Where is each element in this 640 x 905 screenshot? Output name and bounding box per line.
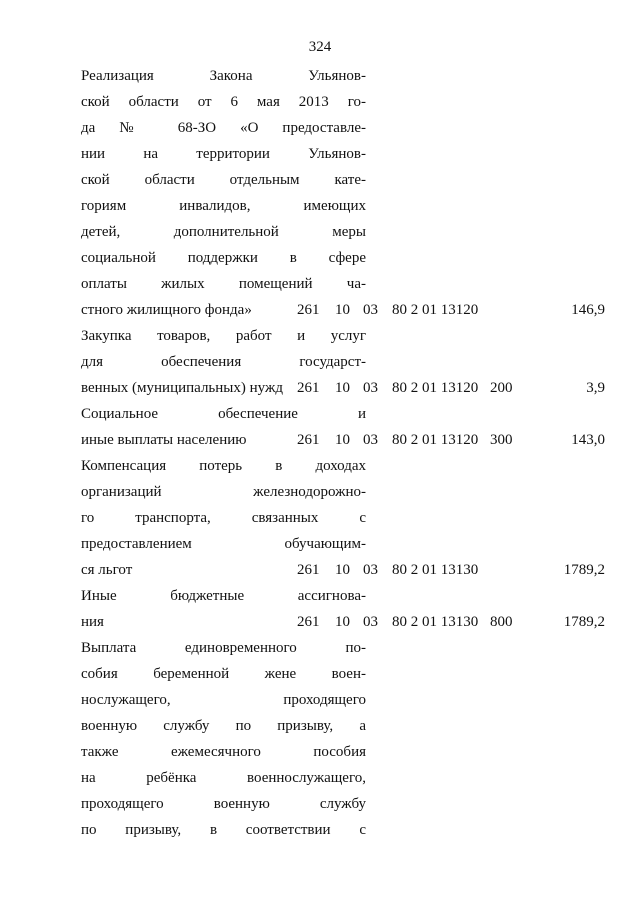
description-line: по призыву, в соответствии с xyxy=(81,822,366,838)
target-article-code: 80 2 01 13120 xyxy=(392,380,479,396)
subsection-code: 03 xyxy=(363,562,378,578)
description-line: детей, дополнительной меры xyxy=(81,224,366,240)
section-code: 10 xyxy=(335,380,350,396)
description-line: да № 68-ЗО «О предоставле- xyxy=(81,120,366,136)
description-line: ся льгот xyxy=(81,562,133,578)
ministry-code: 261 xyxy=(297,614,320,630)
amount: 3,9 xyxy=(586,380,605,396)
description-line: гориям инвалидов, имеющих xyxy=(81,198,366,214)
description-line: для обеспечения государст- xyxy=(81,354,366,370)
description-line: венных (муниципальных) нужд xyxy=(81,380,283,396)
description-line: ской области от 6 мая 2013 го- xyxy=(81,94,366,110)
description-line: военную службу по призыву, а xyxy=(81,718,366,734)
description-line: социальной поддержки в сфере xyxy=(81,250,366,266)
target-article-code: 80 2 01 13130 xyxy=(392,562,479,578)
budget-table xyxy=(0,63,640,843)
amount: 1789,2 xyxy=(563,562,605,578)
table-row xyxy=(0,635,640,843)
description-line: Реализация Закона Ульянов- xyxy=(81,68,366,84)
table-row xyxy=(0,453,640,583)
row-description xyxy=(81,63,366,323)
description-line: стного жилищного фонда» xyxy=(81,302,252,318)
description-line: Социальное обеспечение и xyxy=(81,406,366,422)
description-line: оплаты жилых помещений ча- xyxy=(81,276,366,292)
ministry-code: 261 xyxy=(297,302,320,318)
description-line: собия беременной жене воен- xyxy=(81,666,366,682)
description-line: на ребёнка военнослужащего, xyxy=(81,770,366,786)
description-line: Иные бюджетные ассигнова- xyxy=(81,588,366,604)
target-article-code: 80 2 01 13130 xyxy=(392,614,479,630)
row-codes xyxy=(0,375,640,401)
ministry-code: 261 xyxy=(297,380,320,396)
subsection-code: 03 xyxy=(363,432,378,448)
subsection-code: 03 xyxy=(363,380,378,396)
description-line: ской области отдельным кате- xyxy=(81,172,366,188)
amount: 146,9 xyxy=(571,302,605,318)
description-line: Выплата единовременного по- xyxy=(81,640,366,656)
amount: 1789,2 xyxy=(563,614,605,630)
description-line: проходящего военную службу xyxy=(81,796,366,812)
description-line: ния xyxy=(81,614,104,630)
section-code: 10 xyxy=(335,562,350,578)
expense-type-code: 200 xyxy=(490,380,513,396)
row-codes xyxy=(0,297,640,323)
row-description xyxy=(81,635,366,843)
description-line: нослужащего, проходящего xyxy=(81,692,366,708)
table-row xyxy=(0,583,640,635)
row-codes xyxy=(0,557,640,583)
description-line: также ежемесячного пособия xyxy=(81,744,366,760)
description-line: организаций железнодорожно- xyxy=(81,484,366,500)
target-article-code: 80 2 01 13120 xyxy=(392,432,479,448)
table-row xyxy=(0,323,640,401)
ministry-code: 261 xyxy=(297,562,320,578)
description-line: Закупка товаров, работ и услуг xyxy=(81,328,366,344)
description-line: предоставлением обучающим- xyxy=(81,536,366,552)
subsection-code: 03 xyxy=(363,302,378,318)
description-line: иные выплаты населению xyxy=(81,432,247,448)
ministry-code: 261 xyxy=(297,432,320,448)
table-row xyxy=(0,401,640,453)
row-codes xyxy=(0,609,640,635)
page-number: 324 xyxy=(308,39,332,55)
description-line: Компенсация потерь в доходах xyxy=(81,458,366,474)
description-line: го транспорта, связанных с xyxy=(81,510,366,526)
description-line: нии на территории Ульянов- xyxy=(81,146,366,162)
section-code: 10 xyxy=(335,432,350,448)
section-code: 10 xyxy=(335,614,350,630)
expense-type-code: 300 xyxy=(490,432,513,448)
amount: 143,0 xyxy=(571,432,605,448)
target-article-code: 80 2 01 13120 xyxy=(392,302,479,318)
expense-type-code: 800 xyxy=(490,614,513,630)
table-row xyxy=(0,63,640,323)
subsection-code: 03 xyxy=(363,614,378,630)
section-code: 10 xyxy=(335,302,350,318)
row-codes xyxy=(0,427,640,453)
